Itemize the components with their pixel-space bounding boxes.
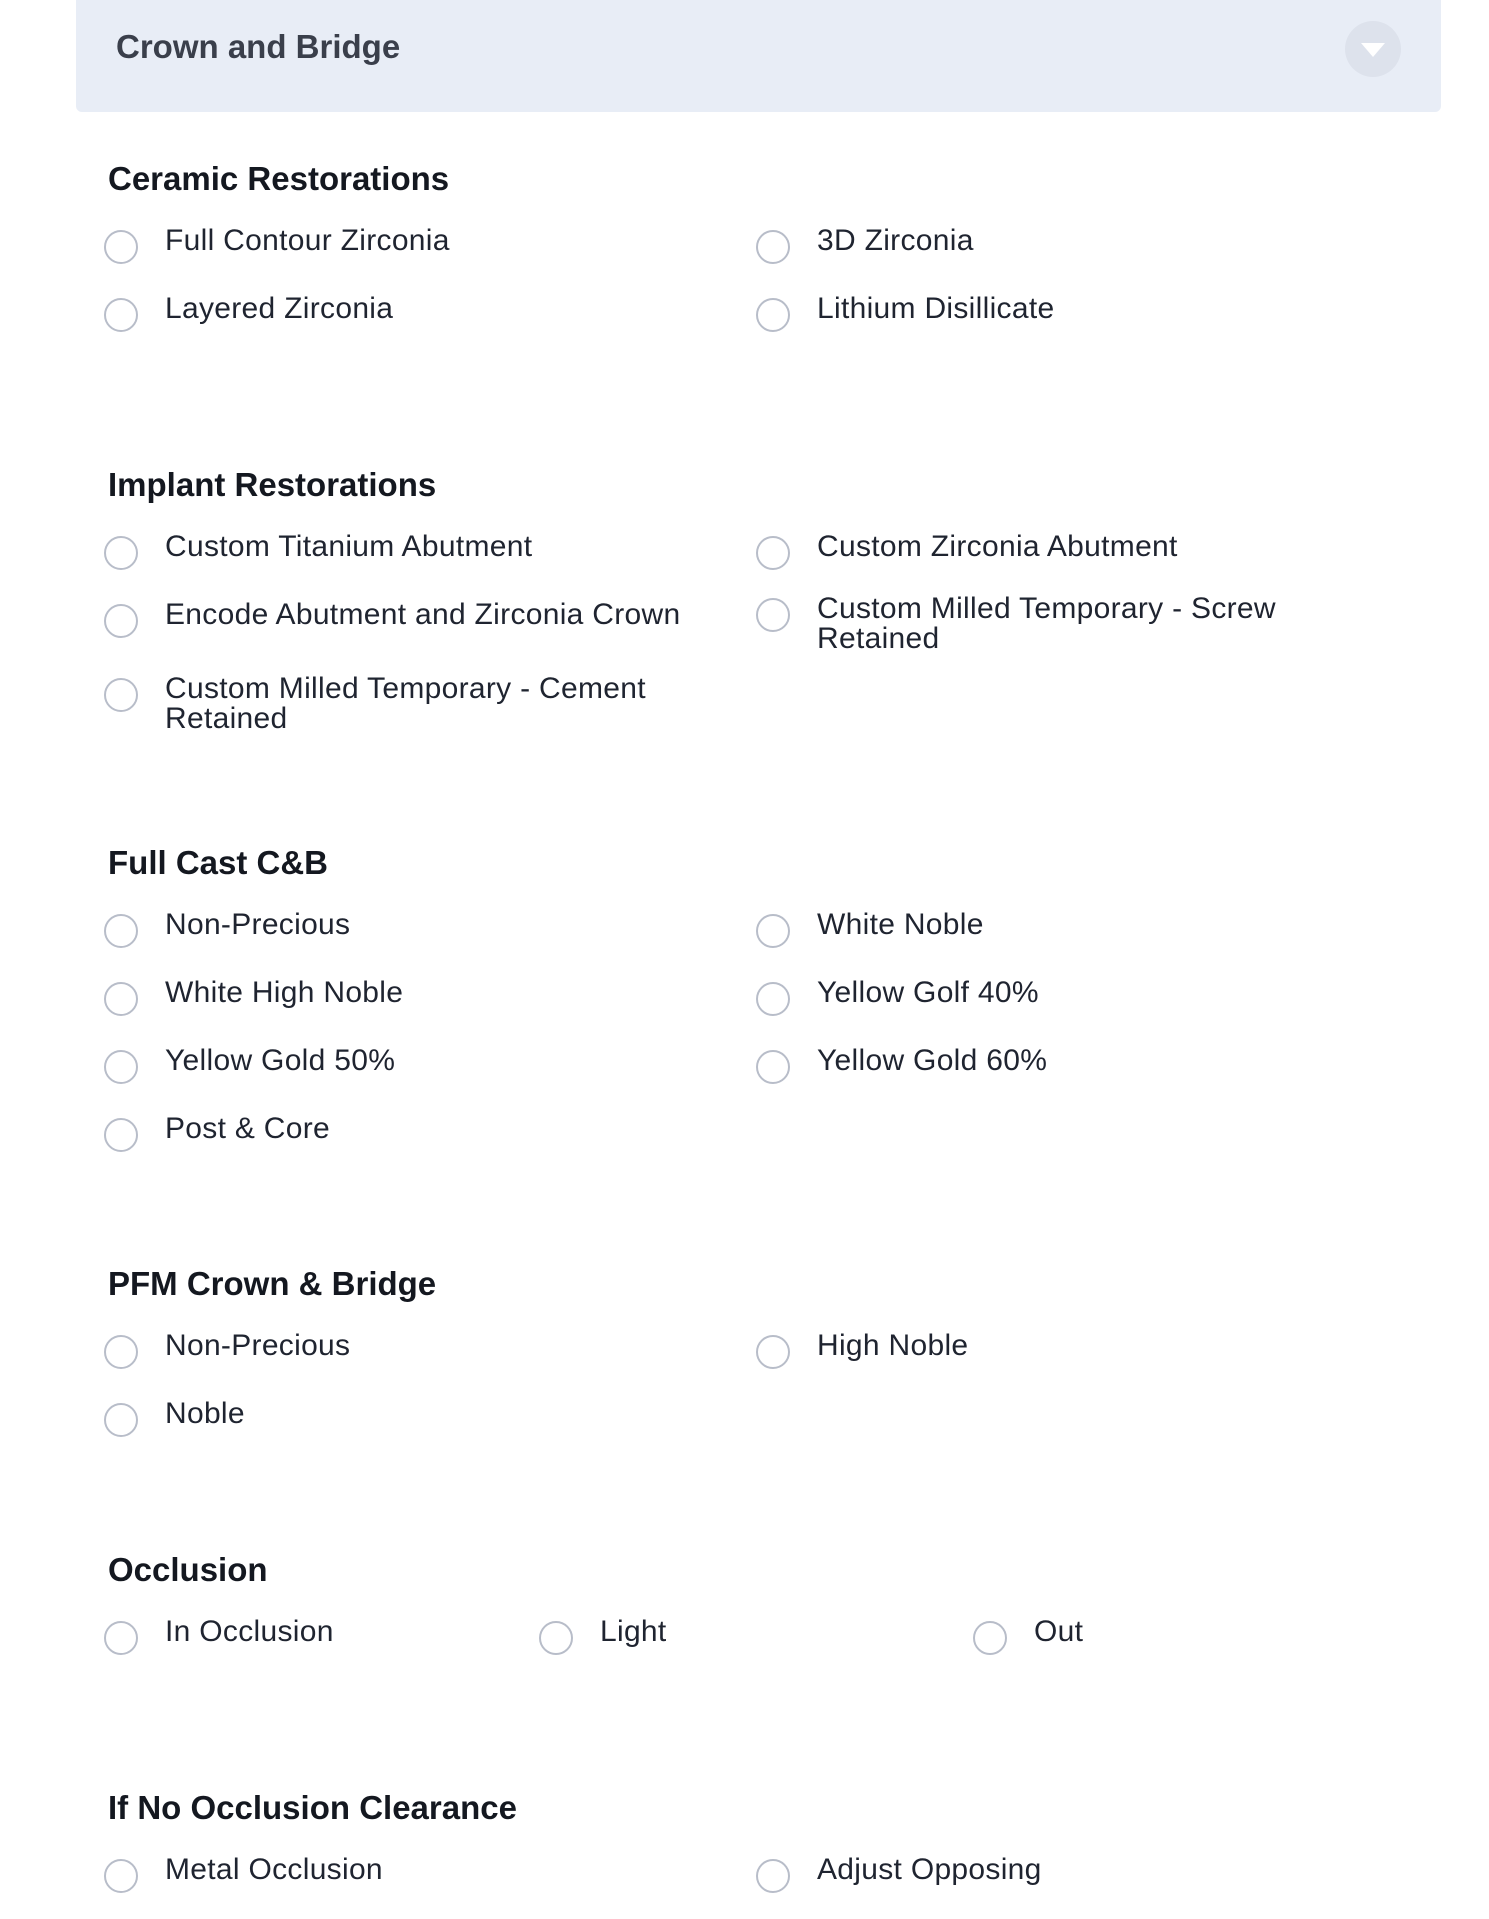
radio-option-label: White Noble: [817, 908, 984, 941]
radio-option-label: Post & Core: [165, 1112, 331, 1145]
radio-option-label: Out: [1034, 1615, 1084, 1648]
radio-button[interactable]: [756, 914, 790, 948]
radio-option-label: Lithium Disillicate: [817, 292, 1055, 325]
collapse-button[interactable]: [1345, 21, 1401, 77]
section-title: Full Cast C&B: [108, 844, 329, 881]
radio-option-label: Non-Precious: [165, 908, 351, 941]
radio-option-label: Full Contour Zirconia: [165, 224, 450, 257]
radio-option-label: In Occlusion: [165, 1615, 334, 1648]
section-title: Occlusion: [108, 1551, 268, 1588]
radio-button[interactable]: [104, 1859, 138, 1893]
radio-button[interactable]: [104, 1621, 138, 1655]
radio-button[interactable]: [756, 1050, 790, 1084]
radio-option-label: Metal Occlusion: [165, 1853, 383, 1886]
radio-option-label: Custom Titanium Abutment: [165, 530, 533, 563]
radio-option-label: Encode Abutment and Zirconia Crown: [165, 598, 681, 631]
radio-button[interactable]: [756, 982, 790, 1016]
radio-button[interactable]: [104, 678, 138, 712]
radio-option-label: Light: [600, 1615, 667, 1648]
triangle-down-icon: [1361, 43, 1385, 57]
radio-button[interactable]: [539, 1621, 573, 1655]
radio-option-label: White High Noble: [165, 976, 404, 1009]
radio-button[interactable]: [104, 1118, 138, 1152]
radio-option-label: Yellow Golf 40%: [817, 976, 1039, 1009]
radio-button[interactable]: [104, 1050, 138, 1084]
radio-button[interactable]: [756, 536, 790, 570]
section-header-title: Crown and Bridge: [116, 28, 401, 65]
radio-button[interactable]: [104, 298, 138, 332]
radio-option-label: Yellow Gold 60%: [817, 1044, 1048, 1077]
radio-option-label: Custom Milled Temporary - Screw Retained: [817, 592, 1276, 655]
radio-button[interactable]: [104, 1403, 138, 1437]
radio-option-label: Custom Milled Temporary - Cement Retained: [165, 672, 646, 735]
section-title: PFM Crown & Bridge: [108, 1265, 437, 1302]
section-title: Implant Restorations: [108, 466, 437, 503]
radio-option-label: 3D Zirconia: [817, 224, 974, 257]
radio-option-label: Layered Zirconia: [165, 292, 394, 325]
section-title: Ceramic Restorations: [108, 160, 450, 197]
radio-option-label: Custom Zirconia Abutment: [817, 530, 1178, 563]
radio-button[interactable]: [104, 536, 138, 570]
radio-button[interactable]: [756, 598, 790, 632]
section-title: If No Occlusion Clearance: [108, 1789, 517, 1826]
radio-button[interactable]: [104, 1335, 138, 1369]
radio-button[interactable]: [973, 1621, 1007, 1655]
radio-button[interactable]: [104, 230, 138, 264]
radio-button[interactable]: [756, 1335, 790, 1369]
section-header[interactable]: [76, 0, 1441, 112]
radio-button[interactable]: [756, 298, 790, 332]
radio-button[interactable]: [104, 914, 138, 948]
radio-option-label: Non-Precious: [165, 1329, 351, 1362]
radio-button[interactable]: [104, 604, 138, 638]
radio-option-label: High Noble: [817, 1329, 969, 1362]
radio-option-label: Adjust Opposing: [817, 1853, 1042, 1886]
radio-button[interactable]: [756, 1859, 790, 1893]
radio-option-label: Yellow Gold 50%: [165, 1044, 396, 1077]
radio-option-label: Noble: [165, 1397, 245, 1430]
radio-button[interactable]: [756, 230, 790, 264]
radio-button[interactable]: [104, 982, 138, 1016]
